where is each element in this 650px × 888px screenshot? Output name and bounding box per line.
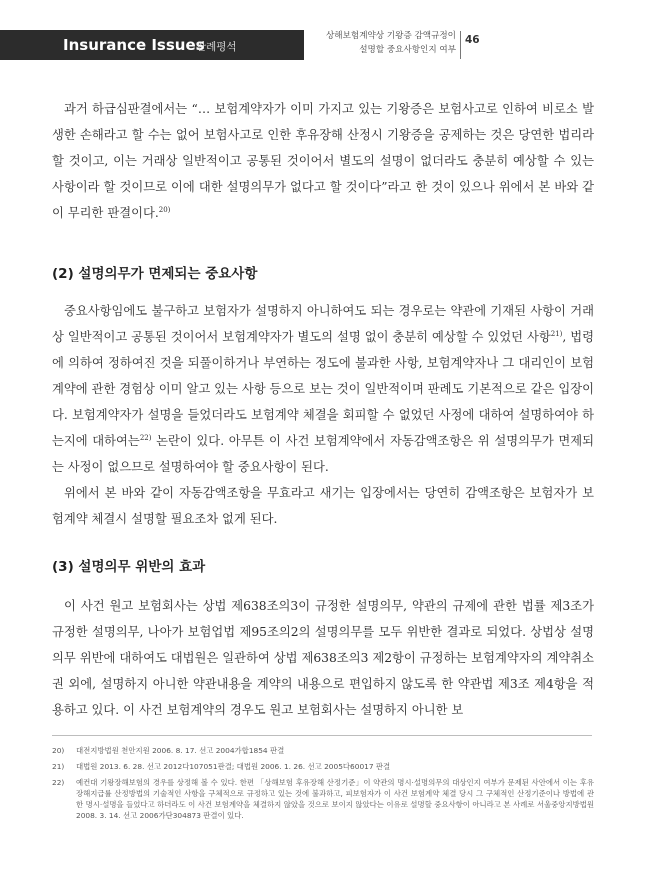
footnote-ref-22[interactable]: 22)	[139, 434, 152, 442]
section-heading-2: (2) 설명의무가 면제되는 중요사항	[52, 266, 258, 282]
section-label: 판례평석	[196, 41, 237, 53]
footnote-number: 21)	[52, 762, 65, 771]
footnote-20	[52, 745, 594, 756]
footnote-text: 예컨대 기왕장해보험의 경우를 상정해 볼 수 있다. 한편 「상해보험 후유장해 산정기준」이 약관의 명시·설명의무의 대상인지 여부가 문제된 사안에서 이는 후유장해지급률 산정방법의 기술적인 사항을 구체적으로 규정하고 있는 것에 불과하고, 피보험자가 이 사건 보험계약 체결 당시 그 구체적인 산정기준이나 방법에 관한 명시·설명을 들었다고 하더라도 이 사건 보험계약을 체결하지 않았을 것으로 보이지 않았다는 이유로 설명할 중요사항이 아니라고 본 사례로 서울중앙지방법원 2008. 3. 14. 선고 2006가단304873 판결이 있다.	[76, 778, 594, 820]
paragraph-text: 중요사항임에도 불구하고 보험자가 설명하지 아니하여도 되는 경우로는 약관에 기재된 사항이 거래상 일반적이고 공통된 것이어서 보험계약자가 별도의 설명 없이 충분히 예상할 수 있었던 사항	[52, 304, 594, 344]
running-head-line2: 설명할 중요사항인지 여부	[359, 45, 456, 55]
section-heading-3: (3) 설명의무 위반의 효과	[52, 559, 206, 575]
footnote-number: 22)	[52, 778, 65, 787]
paragraph-exempt-matters	[52, 298, 594, 480]
footnote-divider	[52, 735, 592, 736]
footnote-21	[52, 761, 594, 772]
paragraph-text: 논란이 있다. 아무튼 이 사건 보험계약에서 자동감액조항은 위 설명의무가 면제되는 사정이 없으므로 설명하여야 할 중요사항이 된다.	[52, 434, 595, 474]
footnote-text: 대법원 2013. 6. 28. 선고 2012다107051판결; 대법원 2006. 1. 26. 선고 2005다60017 판결	[76, 762, 391, 771]
footnote-list	[52, 745, 594, 826]
footnote-ref-21[interactable]: 21)	[550, 330, 563, 338]
running-head-line1: 상해보험계약상 기왕증 감액규정이	[326, 31, 456, 41]
paragraph-invalid-view: 위에서 본 바와 같이 자동감액조항을 무효라고 새기는 입장에서는 당연히 감액조항은 보험자가 보험계약 체결시 설명할 필요조차 없게 된다.	[52, 486, 594, 526]
footnote-number: 20)	[52, 746, 65, 755]
header-divider	[460, 31, 461, 59]
paragraph-precedent	[52, 96, 594, 226]
paragraph-text: , 법령에 의하여 정하여진 것을 되풀이하거나 부연하는 정도에 불과한 사항, 보험계약자나 그 대리인이 보험계약에 관한 경험상 이미 알고 있는 사항 등으로 보는 것이 일반적이며 판례도 기본적으로 같은 입장이다. 보험계약자가 설명을 들었더라도 보험계약 체결을 회피할 수 없었던 사정에 대하여 설명하여야 하는지에 대하여는	[52, 330, 594, 448]
journal-title: Insurance Issues	[63, 36, 205, 54]
paragraph-violation-effect: 이 사건 원고 보험회사는 상법 제638조의3이 규정한 설명의무, 약관의 규제에 관한 법률 제3조가 규정한 설명의무, 나아가 보험업법 제95조의2의 설명의무를 모두 위반한 결과로 되었다. 상법상 설명의무 위반에 대하여도 대법원은 일관하여 상법 제638조의3 제2항이 규정하는 보험계약자의 계약취소권 외에, 설명하지 아니한 약관내용을 계약의 내용으로 편입하지 않도록 한 약관법 제3조 제4항을 적용하고 있다. 이 사건 보험계약의 경우도 원고 보험회사는 설명하지 아니한 보	[52, 599, 594, 717]
running-head	[326, 29, 456, 57]
footnote-22	[52, 777, 594, 821]
footnote-text: 대전지방법원 천안지원 2006. 8. 17. 선고 2004가합1854 판결	[76, 746, 285, 755]
page-number: 46	[465, 34, 480, 46]
footnote-ref-20[interactable]: 20)	[158, 206, 171, 214]
paragraph-text: 과거 하급심판결에서는 “… 보험계약자가 이미 가지고 있는 기왕증은 보험사고로 인하여 비로소 발생한 손해라고 할 수는 없어 보험사고로 인한 후유장해 산정시 기왕증을 공제하는 것은 당연한 법리라 할 것이고, 이는 거래상 일반적이고 공통된 것이어서 별도의 설명이 없더라도 충분히 예상할 수 있는 사항이라 할 것이므로 이에 대한 설명의무가 없다고 할 것이다”라고 한 것이 있으나 위에서 본 바와 같이 무리한 판결이다.	[52, 102, 594, 220]
